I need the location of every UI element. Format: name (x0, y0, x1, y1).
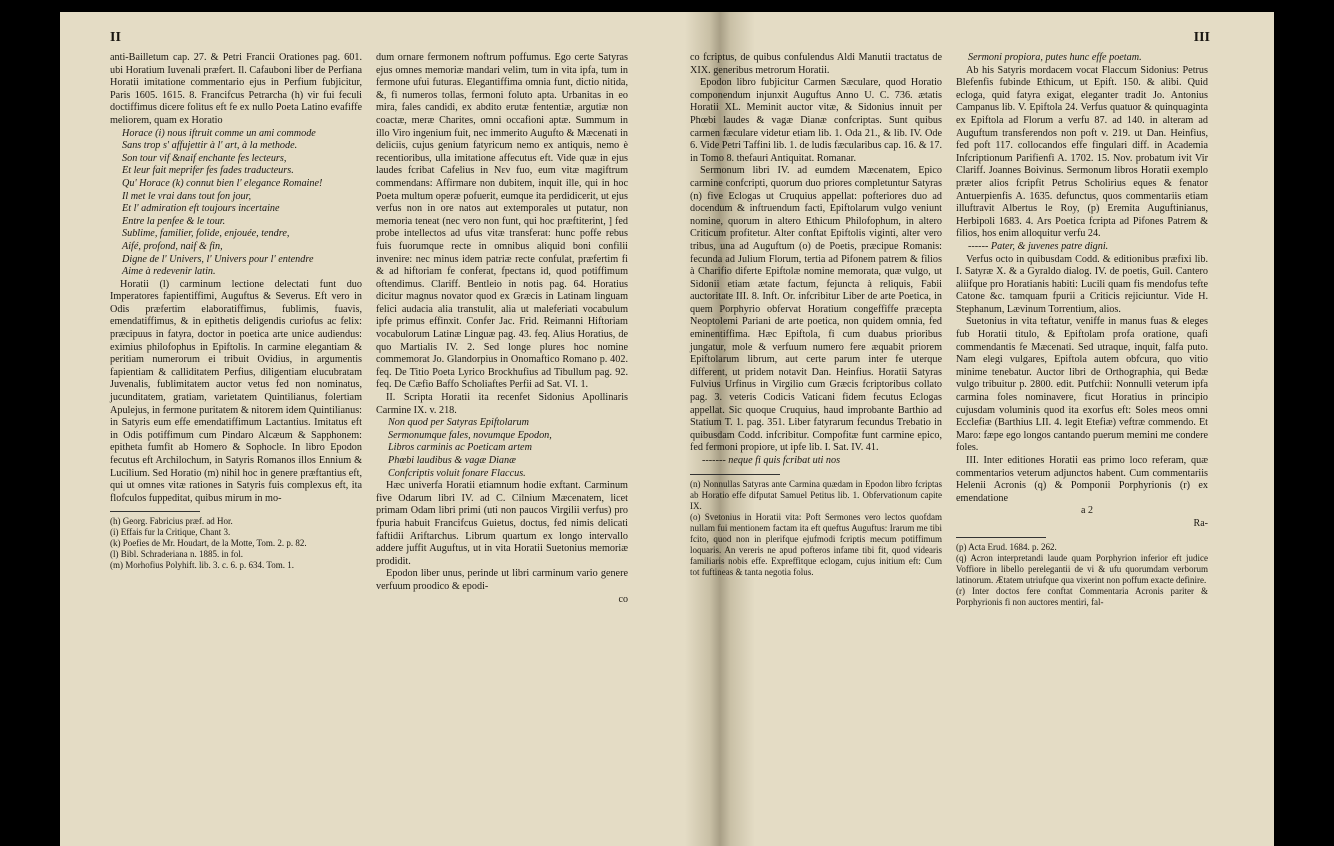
left-column-2 (376, 52, 628, 606)
right-column-1 (690, 52, 942, 578)
verse-line: Horace (i) nous iftruit comme un ami commode (122, 127, 316, 139)
paragraph: III. Inter editiones Horatii eas primo loco referam, quæ commentarios veterum adjunctos habent. Cum commentariis Helenii Acronis (q) & Pomponii Porphyrionis (r) ex emendatione (956, 455, 1208, 504)
verse-line: Et leur fait meprifer fes fades traducteurs. (122, 165, 294, 177)
paragraph: Ab his Satyris mordacem vocat Flaccum Sidonius: Petrus Blefenfis fubinde Ethicum, ut Epift. 150. & alibi. Quid ecloga, quid fatyra exigat, eleganter tradit Jo. Antonius Campanus lib. V. Epiftola 24. Verfus quatuor & quinquaginta ex Epiftola ad Florum a verfu 87. ad 140. in alteram ad Auguftum transferendos non poft v. 219. ut Dan. Heinfius, fed poft 117. collocandos effe fingulari diff. in Academia Infcriptionum Parifienfi A. 1702. 15. Nov. probatum ivit Vir Clariff. Joannes Boivinus. Sermonum libros Horatii exemplo præter alios fcripfit Petrus Scholirius eques & fenator Antuerpienfis A. 1635. defunctus, quos commentariis etiam illuftravit Albertus le Roy, (p) Eremita Auguftinianus, Herbipoli 1683. 4. Ars Poetica fcripta ad Pifones Patrem & filios, hos enim alloquitur verfu 24. (956, 64, 1208, 240)
paragraph: co fcriptus, de quibus confulendus Aldi Manutii tractatus de XIX. generibus metrorum Horatii. (690, 52, 942, 76)
catchword: Ra- (1193, 517, 1208, 529)
paragraph: Suetonius in vita teftatur, veniffe in manus fuas & eleges fub Horatii titulo, & Epiftolam profa oratione, quafi commendantis fe Mæcenati. Sed utraque, inquit, falfa puto. Nam elegi vulgares, Epiftola autem obfcura, quo vitio minime tenebatur. Auctor libri de Orthographia, qui Bedæ vulgo tribuitur p. 2800. edit. Putfchii: Nonnulli veterum ipfa carmina foles nominavere, ficut Horatius in principio cujusdam voluminis quod ita exorfus eft: Soles meos omni Ecclefiæ (Barthius LII. 4. legit Etefiæ) veftræ commendo. Et Maro: fæpe ego longos cantando puerum memini me condere foles. (956, 316, 1208, 454)
footnote-rule (956, 537, 1046, 538)
paragraph: Verfus octo in quibusdam Codd. & editionibus præfixi lib. I. Satyræ X. & a Gyraldo dialog. IV. de poetis, Guil. Cantero aliifque pro Horatianis habiti: Lucili quam fis mendofus tefte Catone &c. tamquam fpurii a Criticis rejiciuntur. Vide H. Stephanum, Lævinum Torrentium, alios. (956, 253, 1208, 315)
page-number: III (1193, 30, 1210, 45)
footnote: (r) Inter doctos fere conftat Commentaria Acronis pariter & Porphyrionis fi non auctores mentiri, fal- (956, 585, 1208, 607)
paragraph: Epodon libro fubjicitur Carmen Sæculare, quod Horatio componendum injunxit Auguftus Anno U. C. 736. ætatis Horatii XL. Meminit auctor vitæ, & Sidonius innuit per Phœbi laudes & vagæ Dianæ confcriptas. Sunt quibus carmen fæculare videtur etiam lib. 1. Oda 21., & lib. IV. Ode 6. Vide Petri Taffini lib. 1. de ludis fæcularibus cap. 16. & 17. in Tomo 8. thefauri Antiquitat. Romanar. (690, 77, 942, 164)
paragraph: Epodon liber unus, perinde ut libri carminum vario genere verfuum proodico & epodi- (376, 568, 628, 592)
page-number: II (110, 30, 121, 45)
verse-line: Aifé, profond, naif & fin, (122, 240, 223, 252)
verse-line: Qu' Horace (k) connut bien l' elegance Romaine! (122, 177, 323, 189)
paragraph: Hæc univerfa Horatii etiamnum hodie exftant. Carminum five Odarum libri IV. ad C. Cilnium Mæcenatem, licet primam Odam libri primi (uti non paucos Virgilii verfus) pro fpuria habuit Francifcus Guietus, doctus, fed nimis delicati faftidii Ariftarchus. Librum quartum ex longo intervallo addere juffit Auguftus, ut in vita Horatii Suetonius memoriæ prodidit. (376, 480, 628, 567)
paragraph: II. Scripta Horatii ita recenfet Sidonius Apollinaris Carmine IX. v. 218. (376, 392, 628, 416)
footnote: (l) Bibl. Schraderiana n. 1885. in fol. (110, 549, 243, 560)
verse-block (110, 128, 362, 279)
footnote: (k) Poefies de Mr. Houdart, de la Motte, Tom. 2. p. 82. (110, 538, 307, 549)
paragraph: Horatii (l) carminum lectione delectati funt duo Imperatores fapientiffimi, Auguftus & Severus. Eft vero in Odis præfertim elaboratiffimus, fublimis, fuavis, emendatiffimus, & in epithetis deligendis curiofus ac felix: præcipuus in fatyra, doctor in poetica arte unice audiendus: eximius philofophus in Epiftolis. In carmine elegantiam & peritiam numerorum ei tribuit Ovidius, in argumentis fapientiam & calliditatem Perfius, diligentiam elucubratam Juvenalis, fublimitatem auctor vetus fed non nominatus, jucunditatem, gratiam, varietatem Quintilianus, folertiam Apulejus, in fermone puritatem & nitorem idem Quintilianus: in Satyris eum effe emendatiffimum Lactantius. Imitatus eft in Odis potiffimum cum Pindaro Alcæum & Sapphonem: epitheta fumfit ab Homero & Sophocle. In libro Epodon fecutus eft Archilochum, in Satyris Romanos illos Ennium & Lucilium. Sed Horatio (m) nihil hoc in genere præftantius eft, qui ut omnes vitæ rationes in Satyris fuis complexus eft, ita flofculos fuppeditat, quibus mirum in mo- (110, 278, 362, 504)
verse-line: Aime à redevenir latin. (122, 266, 216, 278)
paragraph: dum ornare fermonem noftrum poffumus. Ego certe Satyras ejus omnes memoriæ mandari velim, tum in vita ipfa, tum in fermone ufui futuras. Elegantiffima omnia funt, dictio nitida, &, fi numeros tollas, fermoni foluto apta. Urbanitas in eo mira, fales candidi, ex abdito erutæ fententiæ, argutiæ non coactæ, meræ Charites, omni occafioni aptæ. Summum in illo Viro ingenium fuit, nec immerito Augufto & Mæcenati in deliciis, cujus genium fatyricum nemo ex antiquis, nemo è recentioribus, ulla imitatione affecutus eft. Vide quæ in ejus laudes fcribat Cafelius in Nεν fuo, eum vitæ magiftrum commendans: Affirmare non dubitem, inquit ille, qui in hoc Poeta multum operæ pofuerit, eumque ita perdidicerit, ut ejus verfus non in ore natos aut extemporales ut putatur, non memoria teneat (nec vero non funt, qui hoc præftiterint, ] fed probe intellectos ad ufus vitæ transferat: hunc poffe rebus fuis fuorumque recte in omnibus aliquid boni confilii invenire: nec minus idem patriæ recte confulat, præfertim fi & ad hiftoriam fe conferat, fpectans id, quod potiffimum oftendimus. Clariff. Bentleio in notis pag. 64. Horatius dicitur magnus novator quod ex Græcis in Latinam linguam felici audacia alia transtulit, alia ut maleferiati vocabulum ipfe primus effinxit. Confer Jac. Frid. Reimanni Hiftoriam vocabulorum Latinæ Linguæ pag. 43. feq. Alius Horatius, de quo Martialis IV. 2. Sed longe plures hoc nomine commemorat Jo. Glandorpius in Onomaftico Romano p. 402. feq. De Titio Poeta Lyrico Brockhufius ad Tibullum pag. 92. feq. De Cæfio Baffo Scholiaftes Perfii ad Sat. VI. 1. (376, 52, 628, 391)
verse-line: Sermoni propiora, putes hunc effe poetam. (968, 52, 1142, 63)
footnote-rule (690, 474, 780, 475)
verse-line: Et l' admiration eft toujours incertaine (122, 203, 280, 215)
footnote-rule (110, 511, 200, 512)
verse-line: ------ Pater, & juvenes patre digni. (968, 240, 1109, 252)
footnote: (q) Acron interpretandi laude quam Porphyrion inferior eft judice Voffiore in libello perelegantii de vi & ufu quorumdam verborum latinorum. Ætatem utriufque qua vixerint non poffum exacte definire. (956, 552, 1208, 585)
verse-line: ------- neque fi quis fcribat uti nos (702, 455, 841, 466)
verse-line: Il met le vrai dans tout fon jour, (122, 190, 252, 202)
footnote: (o) Svetonius in Horatii vita: Poft Sermones vero lectos quofdam nullam fui mentionem factam ita eft queftus Auguftus: Irarum me tibi fcito, quod non in plerifque ejufmodi fcriptis mecum potiffimum loquaris. An vereris ne apud pofteros infame tibi fit, quod videaris familiaris nobis effe. Expreffitque eclogam, cujus initium eft: Cum tot fuftineas & tanta negotia folus. (690, 511, 942, 577)
left-column-1 (110, 52, 362, 571)
footnote: (p) Acta Erud. 1684. p. 262. (956, 541, 1057, 552)
verse-line: Phœbi laudibus & vagæ Dianæ (388, 455, 516, 466)
footnote: (m) Morhofius Polyhift. lib. 3. c. 6. p. 634. Tom. 1. (110, 560, 294, 571)
signature-mark: a 2 (1081, 505, 1093, 517)
catchword: co (618, 593, 628, 605)
verse-line: Non quod per Satyras Epiftolarum (388, 417, 529, 429)
footnote: (i) Effais fur la Critique, Chant 3. (110, 527, 231, 538)
footnote: (h) Georg. Fabricius præf. ad Hor. (110, 516, 233, 527)
left-page (110, 0, 630, 834)
verse-line: Sans trop s' affujettir à l' art, à la methode. (122, 140, 298, 152)
verse-line: Son tour vif &naif enchante fes lecteurs, (122, 152, 287, 164)
verse-line: Sermonumque fales, novumque Epodon, (388, 429, 552, 441)
verse-line: Entre la penfee & le tour. (122, 215, 226, 227)
verse-line: Libros carminis ac Poeticam artem (388, 442, 532, 454)
right-column-2 (956, 52, 1208, 608)
verse-line: Digne de l' Univers, l' Univers pour l' entendre (122, 253, 314, 265)
footnote: (n) Nonnullas Satyras ante Carmina quædam in Epodon libro fcriptas ab Horatio effe difputat Samuel Petitus lib. 1. Obfervationum capite IX. (690, 478, 942, 511)
paragraph: Sermonum libri IV. ad eumdem Mæcenatem, Epico carmine confcripti, quorum duo priores completuntur Satyras (n) five Eclogas ut Cruquius appellat: pofteriores duo ad docendum & inftruendum facti, Epiftolarum vulgo veniunt nomine, quorum in altero Ethicum Philofophum, in altero Criticum profitetur. Alter conftat Epiftolis viginti, alter vero tribus, una ad Auguftum (o) de Poetis, præcipue Romanis: fecunda ad Julium Florum, tertia ad Pifonem patrem & filios à Charifio diferte Epiftolæ nomine memorata, quæ vulgo, ut Sidonii etiam ætate factum, fejuncta à reliquis, Fabii auctoritate III. 8. Inft. Or. infcribitur Liber de arte Poetica, in quem Porphyrio obfervat Horatium congeffiffe præcepta Neoptolemi Pariani de arte poetica, non quidem omnia, fed eminentiffima. Hæc Epiftola, fi cum duabus prioribus jungatur, mole & verfuum numero fere æquabit priorem Epiftolarum librum, aut certe parum inter fe uterque different, ut pridem notavit Dan. Heinfius. Horatii Satyras Fulvius Urfinus in Virgilio cum Græcis fcriptoribus collato pag. 3. veteris Codicis Vaticani fidem fecutus Eclogas appellat. Sic quoque Cruquius, haud improbante Barthio ad Statium T. 1. pag. 351. Liber fatyrarum fecundus Trebatio in quibusdam Codd. infcribitur. Compofitæ funt carmine epico, fed fermoni propiore, ut ipfe lib. I. Sat. IV. 41. (690, 165, 942, 454)
paragraph: anti-Bailletum cap. 27. & Petri Francii Orationes pag. 601. ubi Horatium Iuvenali præfert. Il. Cafauboni liber de Perfiana Horatii imitatione commentario ejus in Perfium fubjicitur, Paris 1605. 1615. 8. Francifcus Petrarcha (h) vir fui feculi doctiffimus dicere folitus eft fe ex nullo Poeta Latino evafiffe meliorem, quam ex Horatio (110, 52, 362, 126)
right-page (690, 0, 1220, 834)
verse-line: Confcriptis voluit fonare Flaccus. (388, 467, 526, 479)
verse-block (376, 417, 628, 480)
verse-line: Sublime, familier, folide, enjouée, tendre, (122, 228, 290, 240)
